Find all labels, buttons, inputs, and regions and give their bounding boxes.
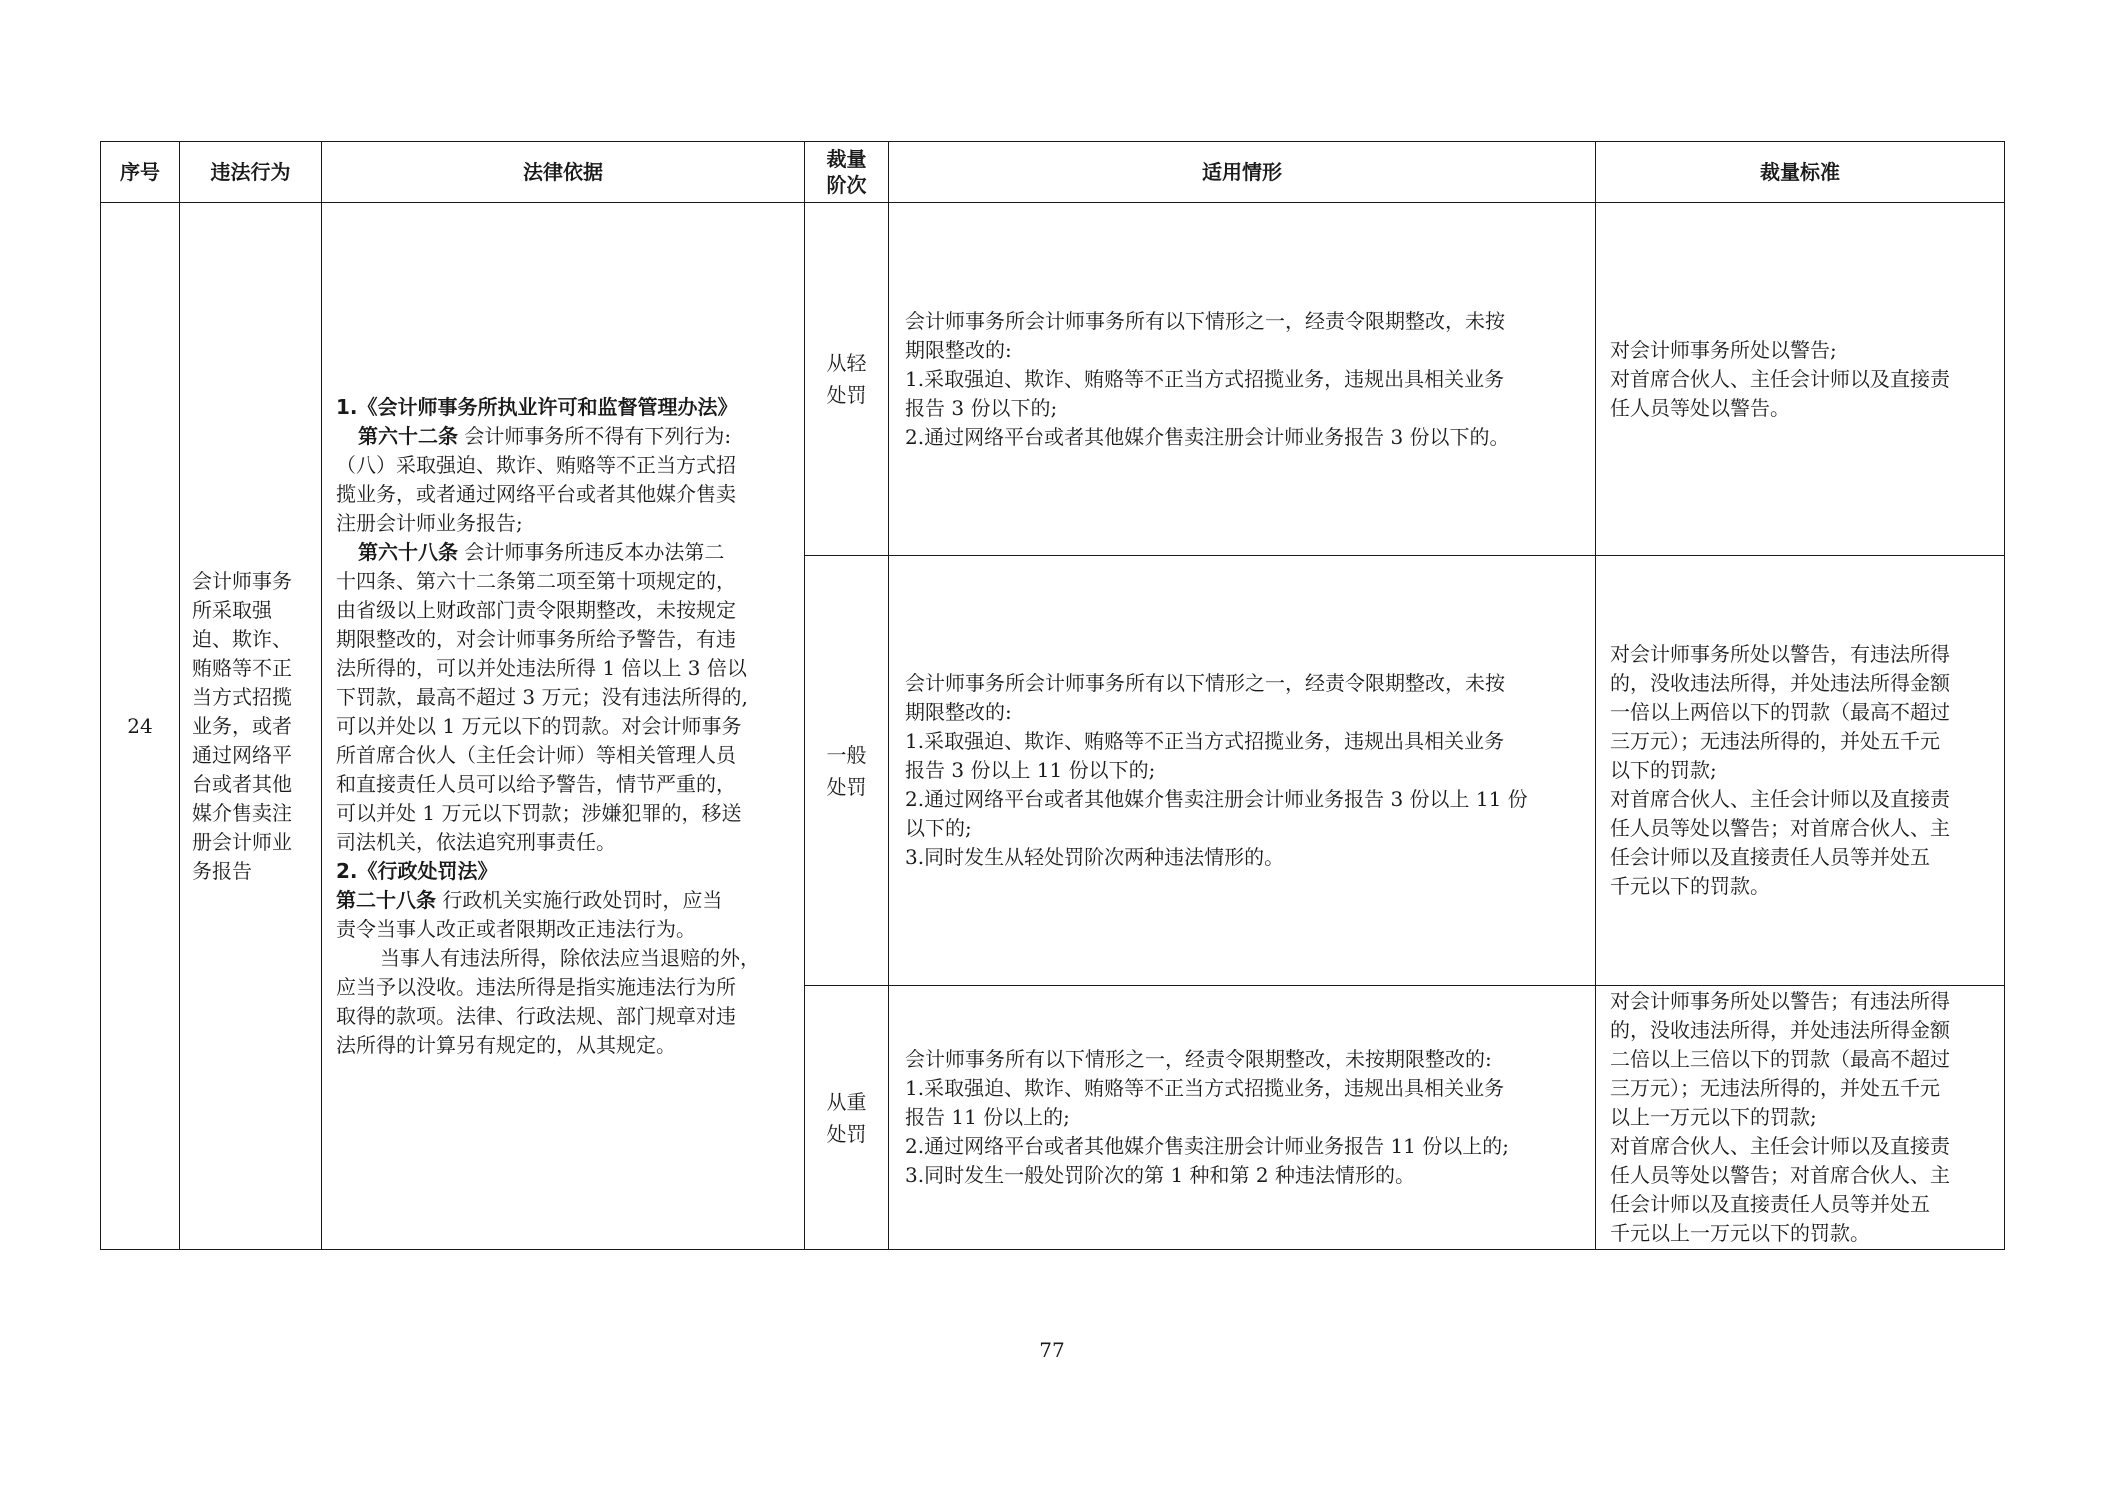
level-general: 一般 处罚 <box>805 556 889 986</box>
header-level: 裁量 阶次 <box>805 142 889 203</box>
basis-title-1: 1.《会计师事务所执业许可和监督管理办法》 <box>336 394 738 419</box>
article-28: 第二十八条 行政机关实施行政处罚时，应当 <box>336 887 723 912</box>
case-heavy: 会计师事务所有以下情形之一，经责令限期整改，未按期限整改的: 1.采取强迫、欺诈、贿赂等不正当方式招揽业务，违规出具相关业务 报告 11 份以上的; 2.通过网络平台或者其他媒介售卖注册会计师业务报告 11 份以上的; 3.同时发生一般处罚阶次的第 1 种和第 2 种违法情形的。 <box>889 986 1596 1250</box>
row-number: 24 <box>101 203 180 1250</box>
penalty-discretion-table <box>100 141 2005 1250</box>
header-no: 序号 <box>101 142 180 203</box>
basis-title-2: 2.《行政处罚法》 <box>336 858 498 883</box>
level-heavy: 从重 处罚 <box>805 986 889 1250</box>
page-number: 77 <box>1039 1338 1065 1362</box>
case-light: 会计师事务所会计师事务所有以下情形之一，经责令限期整改，未按 期限整改的: 1.采取强迫、欺诈、贿赂等不正当方式招揽业务，违规出具相关业务 报告 3 份以下的; 2.通过网络平台或者其他媒介售卖注册会计师业务报告 3 份以下的。 <box>889 203 1596 556</box>
level-light: 从轻 处罚 <box>805 203 889 556</box>
header-standard: 裁量标准 <box>1596 142 2005 203</box>
standard-light: 对会计师事务所处以警告; 对首席合伙人、主任会计师以及直接责 任人员等处以警告。 <box>1596 203 2005 556</box>
standard-heavy: 对会计师事务所处以警告；有违法所得 的，没收违法所得，并处违法所得金额 二倍以上三倍以下的罚款（最高不超过 三万元）；无违法所得的，并处五千元 以上一万元以下的罚款; 对首席合伙人、主任会计师以及直接责 任人员等处以警告；对首席合伙人、主 任会计师以及直接责任人员等并处五 千元以上一万元以下的罚款。 <box>1596 986 2005 1250</box>
header-basis: 法律依据 <box>322 142 805 203</box>
legal-basis: 1.《会计师事务所执业许可和监督管理办法》 第六十二条 会计师事务所不得有下列行为: （八）采取强迫、欺诈、贿赂等不正当方式招 揽业务，或者通过网络平台或者其他媒介售卖 注册会计师业务报告; 第六十八条 会计师事务所违反本办法第二 十四条、第六十二条第二项至第十项规定的， 由省级以上财政部门责令限期整改，未按规定 期限整改的，对会计师事务所给予警告，有违 法所得的，可以并处违法所得 1 倍以上 3 倍以 下罚款，最高不超过 3 万元；没有违法所得的, 可以并处以 1 万元以下的罚款。对会计师事务 所首席合伙人（主任会计师）等相关管理人员 和直接责任人员可以给予警告，情节严重的， 可以并处 1 万元以下罚款；涉嫌犯罪的，移送 司法机关，依法追究刑事责任。 2.《行政处罚法》 第二十八条 行政机关实施行政处罚时，应当 责令当事人改正或者限期改正违法行为。 当事人有违法所得，除依法应当退赔的外， 应当予以没收。违法所得是指实施违法行为所 取得的款项。法律、行政法规、部门规章对违 法所得的计算另有规定的，从其规定。 <box>322 203 805 1250</box>
case-general: 会计师事务所会计师事务所有以下情形之一，经责令限期整改，未按 期限整改的: 1.采取强迫、欺诈、贿赂等不正当方式招揽业务，违规出具相关业务 报告 3 份以上 11 份以下的; 2.通过网络平台或者其他媒介售卖注册会计师业务报告 3 份以上 11 份 以下的; 3.同时发生从轻处罚阶次两种违法情形的。 <box>889 556 1596 986</box>
standard-general: 对会计师事务所处以警告，有违法所得 的，没收违法所得，并处违法所得金额 一倍以上两倍以下的罚款（最高不超过 三万元）；无违法所得的，并处五千元 以下的罚款; 对首席合伙人、主任会计师以及直接责 任人员等处以警告；对首席合伙人、主 任会计师以及直接责任人员等并处五 千元以下的罚款。 <box>1596 556 2005 986</box>
article-62: 第六十二条 会计师事务所不得有下列行为: <box>358 423 732 448</box>
table-row-light <box>101 203 2005 556</box>
article-68: 第六十八条 会计师事务所违反本办法第二 <box>358 539 725 564</box>
header-case: 适用情形 <box>889 142 1596 203</box>
header-act: 违法行为 <box>180 142 322 203</box>
table-header-row <box>101 142 2005 203</box>
violation-act: 会计师事务 所采取强 迫、欺诈、 贿赂等不正 当方式招揽 业务，或者 通过网络平 台或者其他 媒介售卖注 册会计师业 务报告 <box>180 203 322 1250</box>
